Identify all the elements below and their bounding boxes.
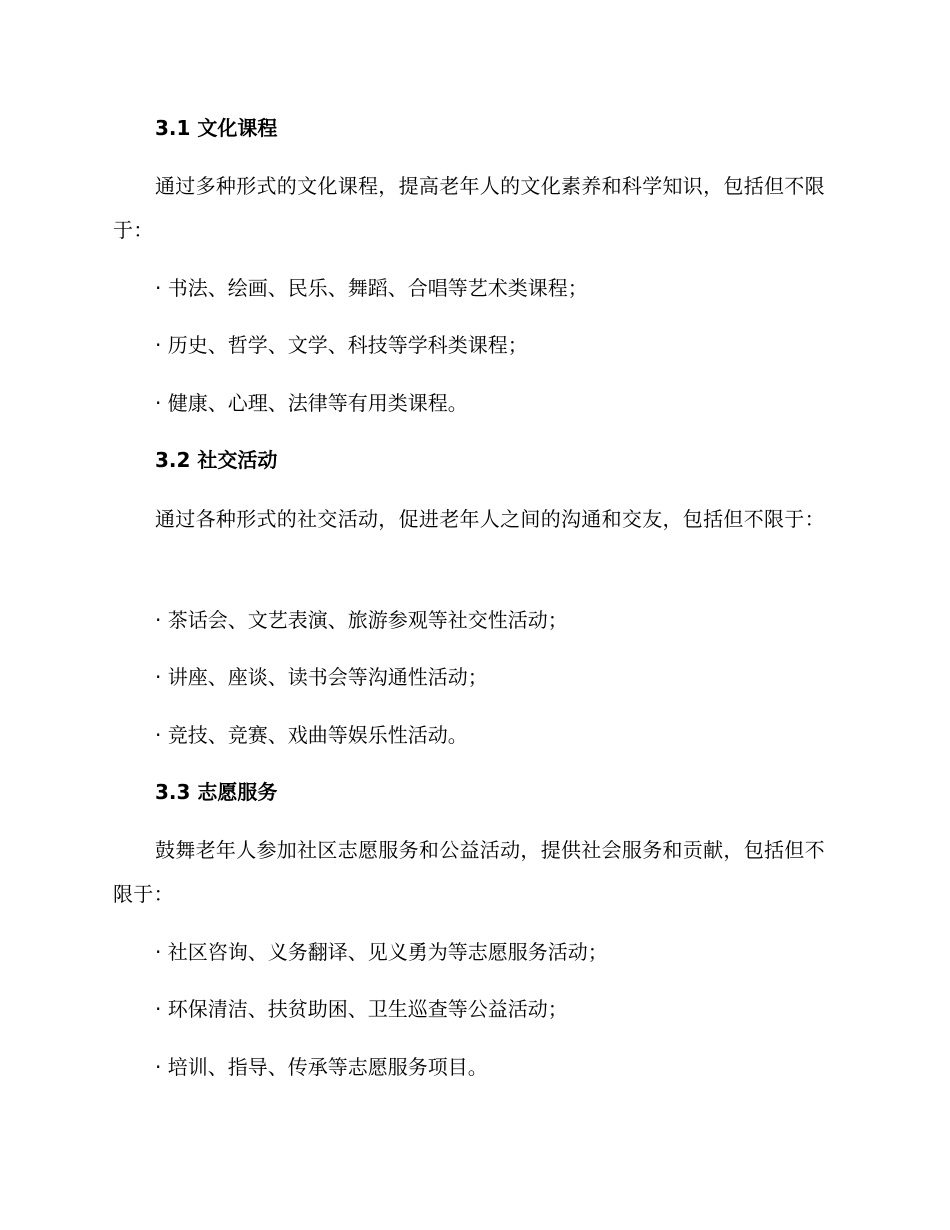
list-item: · 茶话会、文艺表演、旅游参观等社交性活动； bbox=[155, 608, 568, 632]
document-page bbox=[113, 0, 833, 1230]
list-item: · 社区咨询、义务翻译、见义勇为等志愿服务活动； bbox=[155, 940, 608, 964]
list-item: · 历史、哲学、文学、科技等学科类课程； bbox=[155, 333, 528, 357]
list-item: · 健康、心理、法律等有用类课程。 bbox=[155, 391, 468, 415]
list-item: · 培训、指导、传承等志愿服务项目。 bbox=[155, 1055, 488, 1079]
section-intro-3-3: 鼓舞老年人参加社区志愿服务和公益活动，提供社会服务和贡献，包括但不限于： bbox=[113, 838, 825, 906]
list-item: · 竞技、竞赛、戏曲等娱乐性活动。 bbox=[155, 723, 468, 747]
list-item: · 讲座、座谈、读书会等沟通性活动； bbox=[155, 665, 488, 689]
section-intro-3-2: 通过各种形式的社交活动，促进老年人之间的沟通和交友，包括但不限于： bbox=[155, 507, 825, 531]
list-item: · 书法、绘画、民乐、舞蹈、合唱等艺术类课程； bbox=[155, 276, 588, 300]
section-heading-3-2: 3.2 社交活动 bbox=[155, 448, 278, 472]
list-item: · 环保清洁、扶贫助困、卫生巡查等公益活动； bbox=[155, 997, 568, 1021]
section-heading-3-1: 3.1 文化课程 bbox=[155, 116, 278, 140]
section-intro-3-1: 通过多种形式的文化课程，提高老年人的文化素养和科学知识，包括但不限于： bbox=[113, 174, 825, 242]
section-heading-3-3: 3.3 志愿服务 bbox=[155, 780, 278, 804]
